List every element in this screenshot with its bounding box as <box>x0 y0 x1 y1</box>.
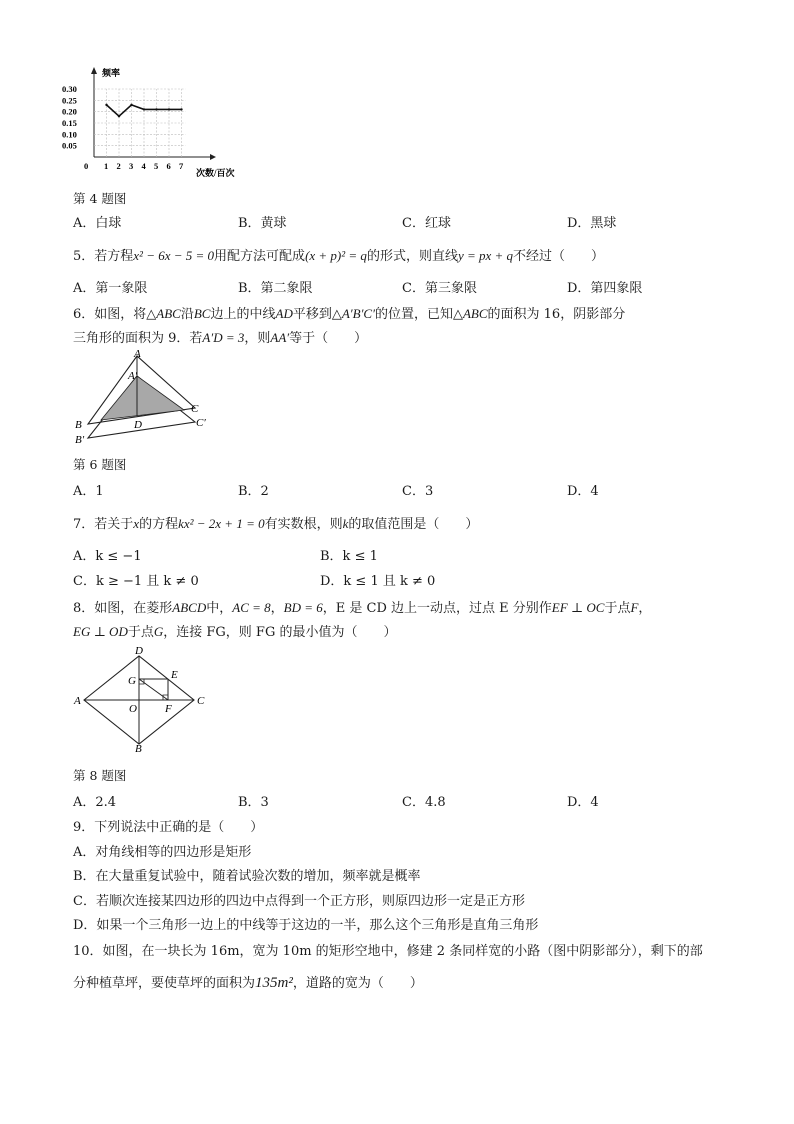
frequency-line-chart <box>60 62 250 180</box>
x-tick-label: 0 <box>84 161 89 171</box>
figure-caption-q4: 第 4 题图 <box>73 191 127 206</box>
q5-stem: 5．若方程x² − 6x − 5 = 0用配方法可配成(x + p)² = q的形式，则直线y = px + q不经过（ ） <box>73 248 605 264</box>
q6-triangle-figure <box>72 346 212 446</box>
y-tick-label: 0.20 <box>62 106 77 117</box>
figure-caption-q8: 第 8 题图 <box>73 768 127 783</box>
y-tick-label: 0.10 <box>62 129 77 140</box>
x-tick-label: 4 <box>141 161 146 171</box>
label-a: A <box>134 348 141 360</box>
x-tick-label: 7 <box>179 161 184 171</box>
x-axis-label: 次数/百次 <box>196 168 235 178</box>
q5-option-d[interactable]: D．第四象限 <box>567 281 643 296</box>
q6-option-b[interactable]: B．2 <box>238 484 269 499</box>
q4-option-b[interactable]: B．黄球 <box>238 216 287 231</box>
q8-option-c[interactable]: C．4.8 <box>402 795 446 810</box>
data-point <box>155 108 157 110</box>
q6-option-a[interactable]: A．1 <box>73 484 104 499</box>
x-axis-arrow <box>210 154 216 160</box>
label-b: B <box>75 419 82 431</box>
label-e: E <box>171 669 178 681</box>
shaded-overlap-triangle <box>101 376 184 420</box>
label-b-prime: B′ <box>75 434 85 446</box>
label-f: F <box>165 703 172 715</box>
label-c: C <box>191 403 199 415</box>
q10-stem-line2: 分种植草坪，要使草坪的面积为135m²，道路的宽为（ ） <box>73 975 423 991</box>
q8-stem-line1: 8．如图，在菱形ABCD中，AC = 8，BD = 6，E 是 CD 边上一动点，过点 E 分别作EF ⊥ OC于点F， <box>73 600 652 616</box>
q6-stem-line1: 6．如图，将△ABC沿BC边上的中线AD平移到△A′B′C′的位置，已知△ABC的面积为 16，阴影部分 <box>73 306 626 322</box>
q6-stem-line2: 三角形的面积为 9．若A′D = 3，则AA′等于（ ） <box>73 330 368 346</box>
q9-option-b[interactable]: B．在大量重复试验中，随着试验次数的增加，频率就是概率 <box>73 869 421 884</box>
q7-option-b[interactable]: B．k ≤ 1 <box>320 549 378 564</box>
q4-option-d[interactable]: D．黑球 <box>567 216 617 231</box>
data-point <box>143 108 145 110</box>
q8-option-a[interactable]: A．2.4 <box>73 795 117 810</box>
y-tick-label: 0.25 <box>62 95 77 106</box>
figure-caption-q6: 第 6 题图 <box>73 457 127 472</box>
q7-stem: 7．若关于x的方程kx² − 2x + 1 = 0有实数根，则k的取值范围是（ ） <box>73 516 479 532</box>
label-b: B <box>135 743 142 754</box>
chart-axes <box>91 67 216 160</box>
q4-option-c[interactable]: C．红球 <box>402 216 451 231</box>
label-d: D <box>134 419 142 431</box>
segment-fg <box>139 679 168 700</box>
chart-gridlines <box>94 89 185 157</box>
chart-tick-labels <box>62 84 184 171</box>
label-a: A <box>74 695 81 707</box>
q9-stem: 9．下列说法中正确的是（ ） <box>73 820 264 835</box>
q10-stem-line1: 10．如图，在一块长为 16m，宽为 10m 的矩形空地中，修建 2 条同样宽的小路（图中阴影部分），剩下的部 <box>73 944 703 959</box>
x-tick-label: 3 <box>129 161 134 171</box>
y-tick-label: 0.05 <box>62 140 77 151</box>
q9-option-c[interactable]: C．若顺次连接某四边形的四边中点得到一个正方形，则原四边形一定是正方形 <box>73 894 525 909</box>
y-axis-label: 频率 <box>102 68 121 78</box>
q8-rhombus-figure <box>72 644 212 754</box>
label-o: O <box>129 703 137 715</box>
q8-option-d[interactable]: D．4 <box>567 795 599 810</box>
q7-option-c[interactable]: C．k ≥ −1 且 k ≠ 0 <box>73 574 199 589</box>
q6-option-c[interactable]: C．3 <box>402 484 434 499</box>
data-point <box>130 104 132 106</box>
q8-option-b[interactable]: B．3 <box>238 795 269 810</box>
q5-option-a[interactable]: A．第一象限 <box>73 281 148 296</box>
chart-series <box>105 104 182 118</box>
q4-option-a[interactable]: A．白球 <box>73 216 122 231</box>
label-c-prime: C′ <box>196 417 206 429</box>
q7-option-a[interactable]: A．k ≤ −1 <box>73 549 142 564</box>
label-g: G <box>128 675 136 687</box>
label-d: D <box>135 645 143 657</box>
label-c: C <box>197 695 205 707</box>
q6-option-d[interactable]: D．4 <box>567 484 599 499</box>
q9-option-a[interactable]: A．对角线相等的四边形是矩形 <box>73 845 252 860</box>
q5-option-c[interactable]: C．第三象限 <box>402 281 477 296</box>
x-tick-label: 2 <box>116 161 121 171</box>
data-point <box>168 108 170 110</box>
y-tick-label: 0.30 <box>62 84 77 94</box>
data-point <box>118 115 120 117</box>
q8-stem-line2: EG ⊥ OD于点G，连接 FG，则 FG 的最小值为（ ） <box>73 624 397 640</box>
q9-option-d[interactable]: D．如果一个三角形一边上的中线等于这边的一半，那么这个三角形是直角三角形 <box>73 918 539 933</box>
x-tick-label: 1 <box>104 161 109 171</box>
data-point <box>180 108 182 110</box>
q5-option-b[interactable]: B．第二象限 <box>238 281 313 296</box>
x-tick-label: 5 <box>154 161 159 171</box>
y-tick-label: 0.15 <box>62 118 77 128</box>
x-tick-label: 6 <box>166 161 171 171</box>
q7-option-d[interactable]: D．k ≤ 1 且 k ≠ 0 <box>320 574 436 589</box>
y-axis-arrow <box>91 67 97 74</box>
label-a-prime: A′ <box>128 370 138 382</box>
data-point <box>105 104 107 106</box>
